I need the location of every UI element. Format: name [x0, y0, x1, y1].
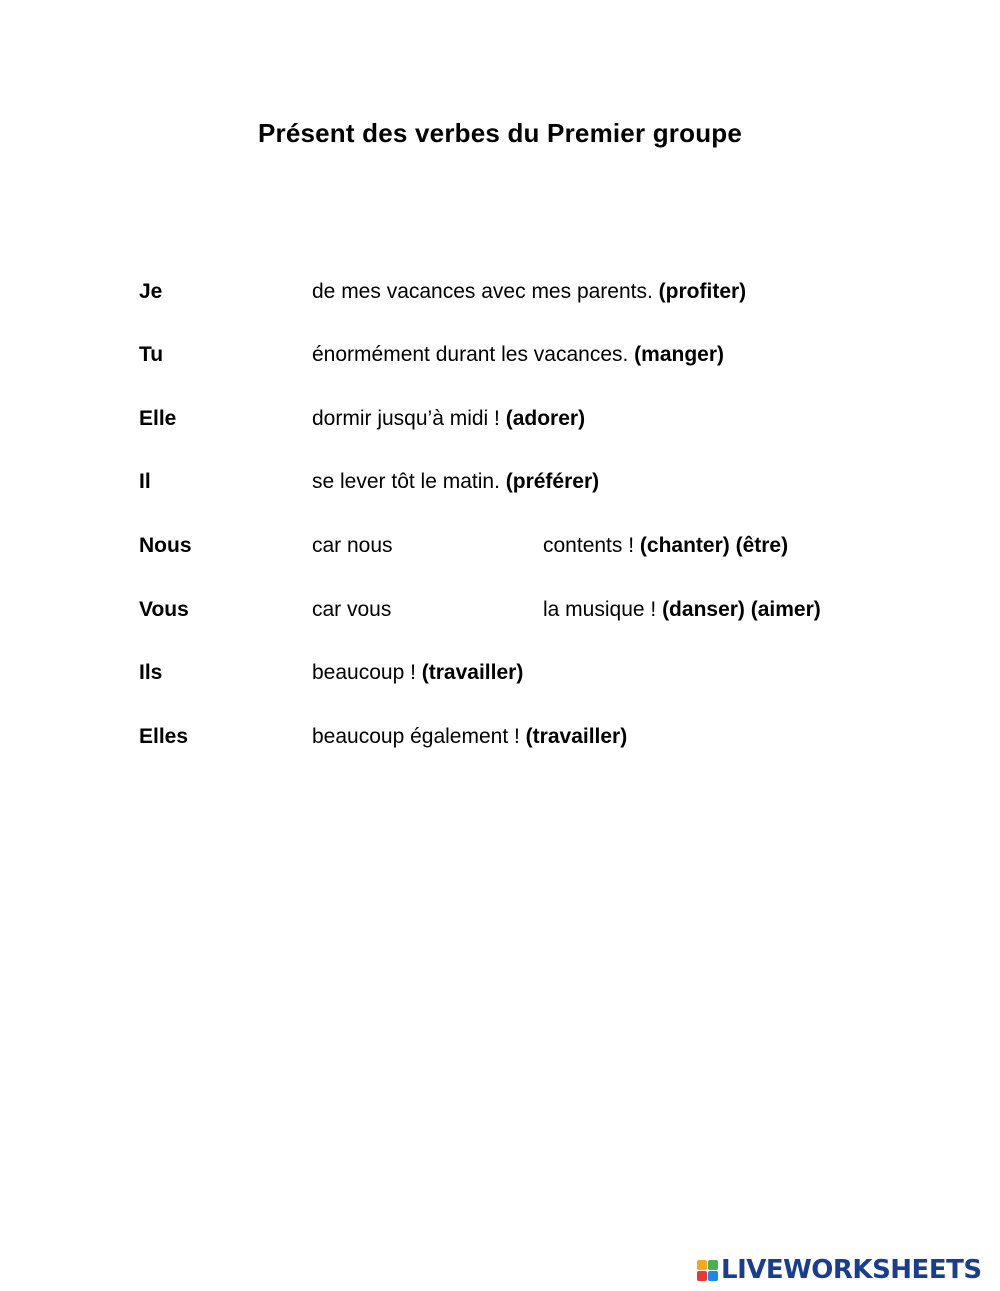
verb-hint: (préférer): [505, 470, 600, 493]
exercise-row: [0, 402, 1000, 436]
exercise-row: [0, 465, 1000, 499]
verb-hint: (adorer): [505, 407, 586, 430]
logo-square: [708, 1271, 718, 1281]
exercise-row: [0, 275, 1000, 309]
sentence-part-2: [543, 593, 821, 627]
sentence-text: dormir jusqu’à midi !: [312, 407, 506, 430]
exercise-row: [0, 593, 1000, 627]
verb-hint: (danser) (aimer): [662, 598, 821, 621]
pronoun: Je: [139, 280, 163, 303]
sentence-text: car vous: [312, 598, 392, 621]
exercise-row: [0, 529, 1000, 563]
sentence-text: se lever tôt le matin.: [312, 470, 506, 493]
verb-hint: (travailler): [525, 725, 628, 748]
sentence-part: [312, 720, 627, 754]
sentence-part: [312, 275, 746, 309]
sentence-part: [312, 656, 523, 690]
verb-hint: (travailler): [421, 661, 524, 684]
verb-hint: (manger): [634, 343, 725, 366]
sentence-part: [312, 593, 391, 627]
exercise-row: [0, 656, 1000, 690]
logo-mark-icon: [697, 1260, 718, 1281]
pronoun: Nous: [139, 534, 192, 557]
pronoun: Elles: [139, 725, 189, 748]
sentence-part-2: [543, 529, 788, 563]
sentence-text: beaucoup !: [312, 661, 422, 684]
liveworksheets-logo: [697, 1255, 982, 1285]
sentence-text: car nous: [312, 534, 393, 557]
logo-text: LIVEWORKSHEETS: [721, 1255, 982, 1285]
page-title: Présent des verbes du Premier groupe: [257, 118, 743, 148]
sentence-part: [312, 465, 599, 499]
pronoun: Tu: [139, 343, 164, 366]
verb-hint: (chanter) (être): [639, 534, 789, 557]
exercise-row: [0, 338, 1000, 372]
logo-square: [697, 1271, 707, 1281]
pronoun: Elle: [139, 407, 177, 430]
pronoun: Vous: [139, 598, 189, 621]
sentence-text: énormément durant les vacances.: [312, 343, 635, 366]
sentence-part: [312, 529, 393, 563]
sentence-text: beaucoup également !: [312, 725, 526, 748]
pronoun: Ils: [139, 661, 163, 684]
verb-hint: (profiter): [658, 280, 747, 303]
logo-square: [708, 1260, 718, 1270]
pronoun: Il: [139, 470, 151, 493]
logo-square: [697, 1260, 707, 1270]
sentence-text: de mes vacances avec mes parents.: [312, 280, 659, 303]
sentence-part: [312, 338, 724, 372]
sentence-part: [312, 402, 585, 436]
sentence-text-2: la musique !: [543, 598, 663, 621]
sentence-text-2: contents !: [543, 534, 640, 557]
exercise-row: [0, 720, 1000, 754]
